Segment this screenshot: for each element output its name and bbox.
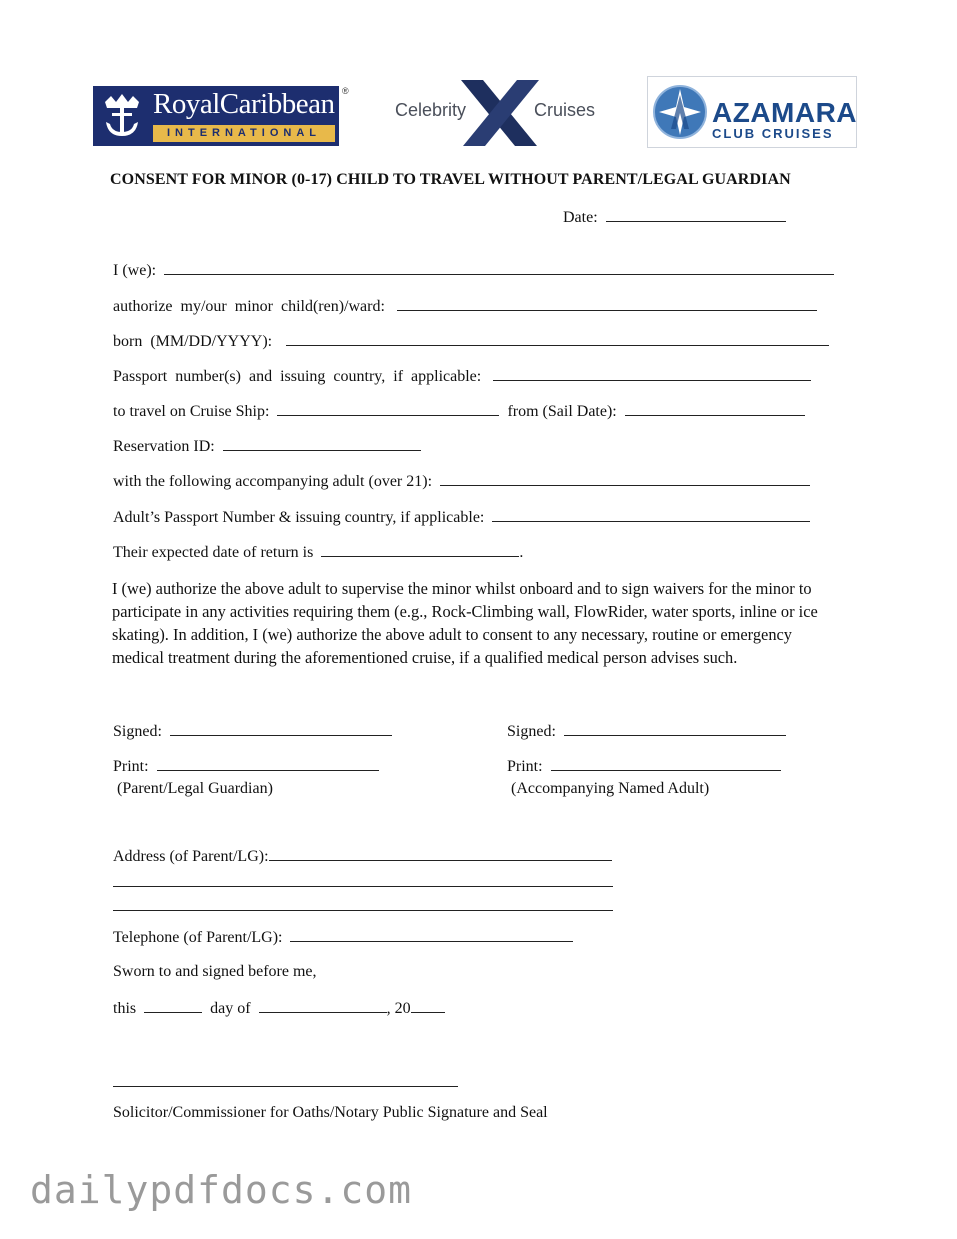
this-label: this <box>113 1000 137 1017</box>
registered-mark: ® <box>342 86 349 96</box>
adult-print-field[interactable] <box>551 756 781 771</box>
royal-caribbean-tagline: INTERNATIONAL <box>153 125 335 142</box>
form-title: CONSENT FOR MINOR (0-17) CHILD TO TRAVEL WITHOUT PARENT/LEGAL GUARDIAN <box>110 171 791 188</box>
watermark: dailypdfdocs.com <box>30 1168 413 1212</box>
address-line-1-field[interactable] <box>269 846 612 861</box>
birth-date-field[interactable] <box>286 331 829 346</box>
adult-passport-row <box>113 507 810 528</box>
date-label: Date: <box>563 209 598 226</box>
royal-caribbean-wordmark: RoyalCaribbean <box>153 88 335 120</box>
crown-anchor-icon <box>99 92 145 140</box>
telephone-label: Telephone (of Parent/LG): <box>113 929 283 946</box>
reservation-row <box>113 436 421 457</box>
celebrity-word: Celebrity <box>395 100 467 120</box>
telephone-row <box>113 927 573 948</box>
adult-caption: (Accompanying Named Adult) <box>511 780 710 797</box>
address-row <box>113 846 612 867</box>
minor-name-field[interactable] <box>397 296 817 311</box>
authorize-label: authorize my/our minor child(ren)/ward: <box>113 298 385 315</box>
born-row <box>113 331 829 352</box>
day-of-label: day of <box>210 1000 251 1017</box>
celebrity-x-icon <box>457 80 541 146</box>
return-row <box>113 542 523 563</box>
return-label: Their expected date of return is <box>113 544 314 561</box>
authorization-paragraph: I (we) authorize the above adult to supervise the minor whilst onboard and to sign waivers for the minor to participate in any activities requiring them (e.g., Rock-Climbing wall, FlowRider, water sports, inline or ice skating). In addition, I (we) authorize the above adult to consent to any necessary, routine or emergency medical treatment during the aforementioned cruise, if a qualified medical person advises such. <box>112 579 818 667</box>
adult-print-row <box>507 756 781 777</box>
i-we-row <box>113 260 834 281</box>
sworn-text: Sworn to and signed before me, <box>113 963 317 980</box>
azamara-subtitle: CLUB CRUISES <box>712 126 834 141</box>
parent-print-field[interactable] <box>157 756 379 771</box>
passport-label: Passport number(s) and issuing country, if applicable: <box>113 368 482 385</box>
parent-caption: (Parent/Legal Guardian) <box>117 780 273 797</box>
parent-signed-label: Signed: <box>113 723 162 740</box>
adult-row <box>113 471 810 492</box>
cruise-ship-field[interactable] <box>277 401 499 416</box>
adult-passport-label: Adult’s Passport Number & issuing country, if applicable: <box>113 509 485 526</box>
parent-name-field[interactable] <box>164 260 834 275</box>
adult-signature-field[interactable] <box>564 721 786 736</box>
azamara-globe-icon <box>651 81 709 143</box>
address-line-3-field[interactable] <box>113 896 613 911</box>
adult-signed-row <box>507 721 786 742</box>
adult-print-label: Print: <box>507 758 543 775</box>
date-row <box>563 207 786 228</box>
notary-caption: Solicitor/Commissioner for Oaths/Notary Public Signature and Seal <box>113 1104 548 1121</box>
notary-signature-field[interactable] <box>113 1072 458 1087</box>
minor-passport-field[interactable] <box>493 366 811 381</box>
reservation-label: Reservation ID: <box>113 438 215 455</box>
parent-print-label: Print: <box>113 758 149 775</box>
cruises-word: Cruises <box>534 100 596 120</box>
azamara-wordmark: AZAMARA <box>712 97 858 128</box>
ship-row <box>113 401 805 422</box>
address-label: Address (of Parent/LG): <box>113 848 269 865</box>
adult-passport-field[interactable] <box>492 507 810 522</box>
year-prefix: , 20 <box>386 1000 411 1017</box>
i-we-label: I (we): <box>113 262 157 279</box>
sworn-month-field[interactable] <box>259 998 387 1013</box>
passport-row <box>113 366 811 387</box>
return-period: . <box>519 544 524 561</box>
sail-date-field[interactable] <box>625 401 805 416</box>
parent-print-row <box>113 756 379 777</box>
sworn-date-row <box>113 998 445 1019</box>
sworn-day-field[interactable] <box>144 998 202 1013</box>
address-line-2-field[interactable] <box>113 872 613 887</box>
royal-caribbean-logo <box>93 86 339 146</box>
return-date-field[interactable] <box>321 542 519 557</box>
celebrity-cruises-logo <box>395 80 605 146</box>
reservation-id-field[interactable] <box>223 436 421 451</box>
accompanying-adult-field[interactable] <box>440 471 810 486</box>
telephone-field[interactable] <box>290 927 573 942</box>
authorize-row <box>113 296 817 317</box>
sworn-year-field[interactable] <box>411 998 445 1013</box>
ship-label: to travel on Cruise Ship: <box>113 403 270 420</box>
born-label: born (MM/DD/YYYY): <box>113 333 273 350</box>
adult-label: with the following accompanying adult (over 21): <box>113 473 433 490</box>
sail-date-label: from (Sail Date): <box>507 403 617 420</box>
date-field[interactable] <box>606 207 786 222</box>
parent-signed-row <box>113 721 392 742</box>
parent-signature-field[interactable] <box>170 721 392 736</box>
adult-signed-label: Signed: <box>507 723 556 740</box>
azamara-logo <box>647 76 857 148</box>
